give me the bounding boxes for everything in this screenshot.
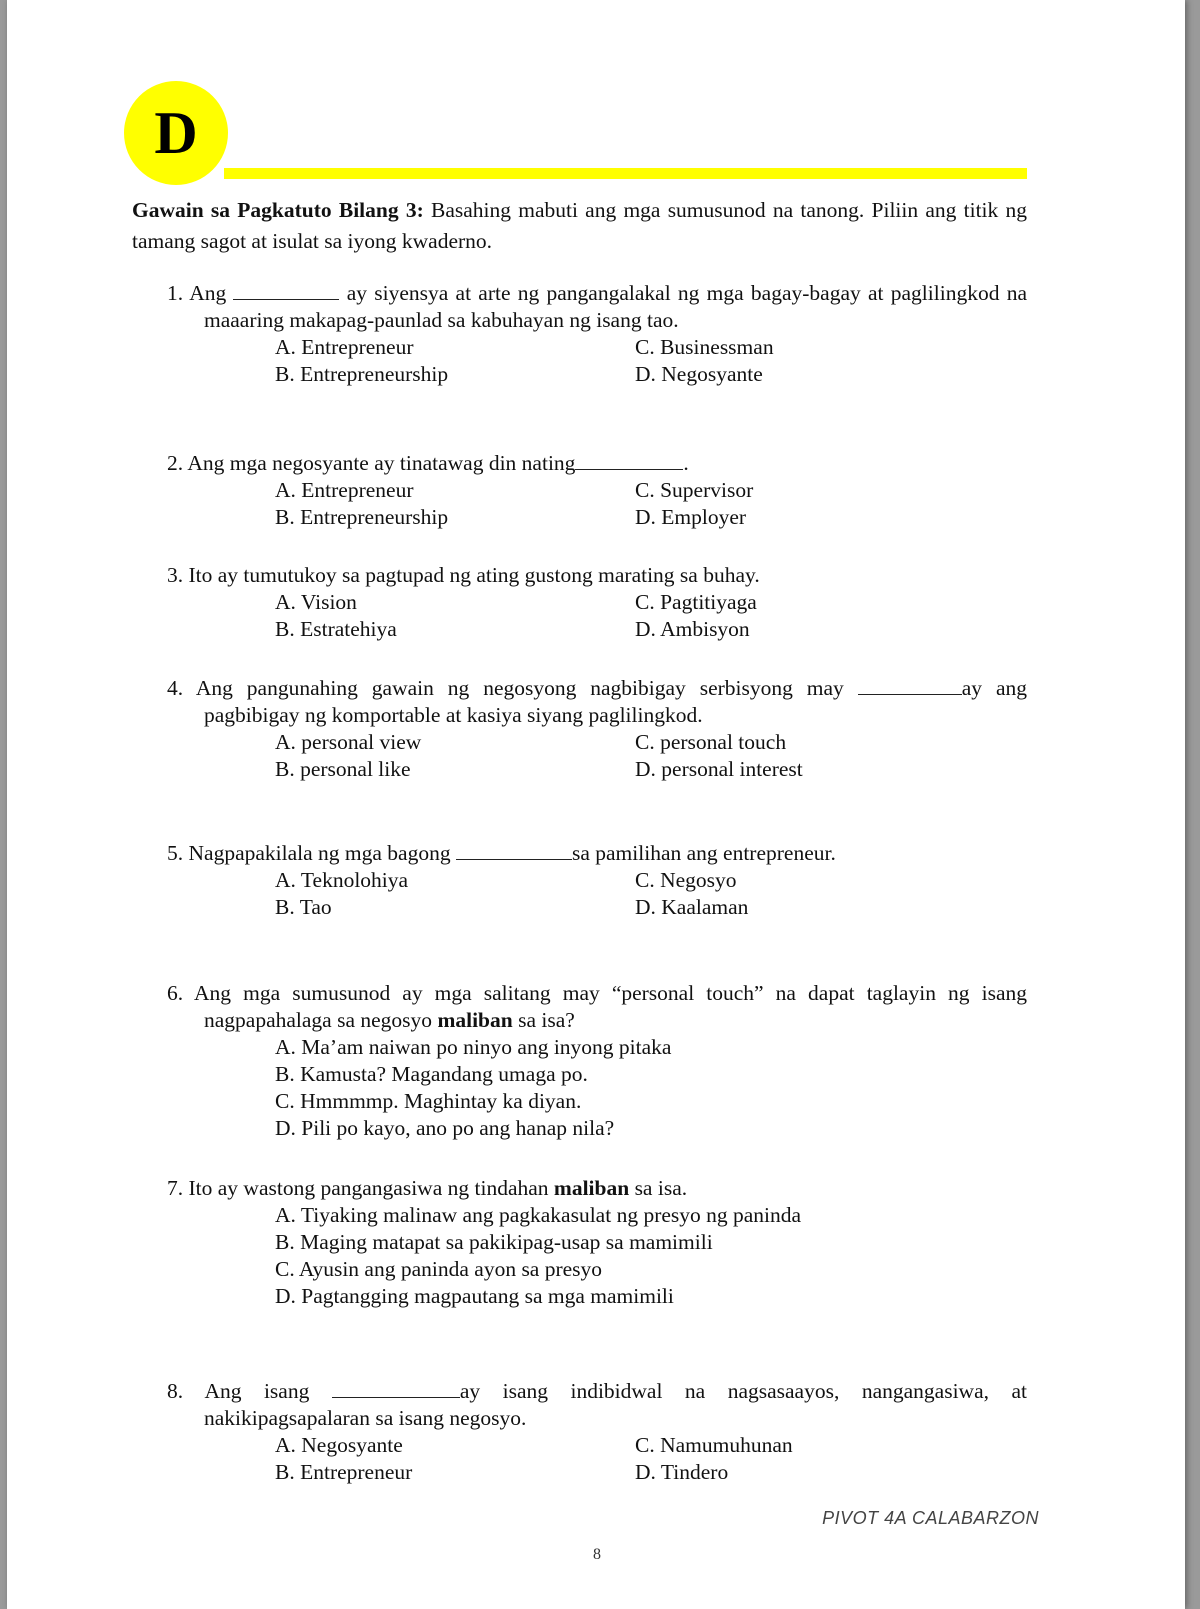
question-stem: 7. Ito ay wastong pangangasiwa ng tindahan maliban sa isa. (167, 1176, 688, 1200)
options (275, 729, 1027, 783)
instructions-text: Basahing mabuti ang mga sumusunod na tanong. Piliin ang titik ng tamang sagot at isulat sa iyong kwaderno. (132, 198, 1027, 253)
option: D. Ambisyon (635, 617, 750, 641)
answer-blank (332, 1381, 460, 1398)
options (275, 1034, 1027, 1142)
answer-blank (233, 283, 339, 300)
option: A. Vision (275, 590, 357, 614)
option: B. Entrepreneurship (275, 362, 449, 386)
answer-blank (456, 843, 572, 860)
option: D. Pili po kayo, ano po ang hanap nila? (275, 1116, 615, 1140)
option: A. Entrepreneur (275, 478, 414, 502)
option: A. Teknolohiya (275, 868, 409, 892)
options (275, 334, 1027, 388)
option: C. personal touch (635, 730, 787, 754)
option: C. Negosyo (635, 868, 737, 892)
option: C. Ayusin ang paninda ayon sa presyo (275, 1257, 603, 1281)
option: B. Maging matapat sa pakikipag-usap sa mamimili (275, 1230, 713, 1254)
options (275, 589, 1027, 643)
section-rule (224, 168, 1027, 179)
question-stem: 6. Ang mga sumusunod ay mga salitang may “personal touch” na dapat taglayin ng isang nagpapahalaga sa negosyo maliban sa isa? (167, 981, 1027, 1032)
option: D. Pagtangging magpautang sa mga mamimili (275, 1284, 674, 1308)
question-stem: 1. Ang ay siyensya at arte ng pangangalakal ng mga bagay-bagay at paglilingkod na maaaring makapag-paunlad sa kabuhayan ng isang tao. (167, 281, 1027, 332)
question-6 (167, 980, 1027, 1142)
options (275, 1432, 1027, 1486)
section-letter: D (154, 99, 198, 166)
option: B. personal like (275, 757, 411, 781)
option: C. Hmmmmp. Maghintay ka diyan. (275, 1089, 582, 1113)
option: A. personal view (275, 730, 422, 754)
page-number: 8 (593, 1546, 601, 1563)
option: B. Entrepreneur (275, 1460, 413, 1484)
question-7 (167, 1175, 1027, 1310)
option: A. Negosyante (275, 1433, 403, 1457)
option: A. Entrepreneur (275, 335, 414, 359)
options (275, 867, 1027, 921)
option: B. Entrepreneurship (275, 505, 449, 529)
option: D. Employer (635, 505, 747, 529)
question-8 (167, 1378, 1027, 1486)
question-1 (167, 280, 1027, 388)
option: A. Ma’am naiwan po ninyo ang inyong pitaka (275, 1035, 672, 1059)
question-stem: 2. Ang mga negosyante ay tinatawag din nating . (167, 451, 689, 475)
question-stem: 4. Ang pangunahing gawain ng negosyong nagbibigay serbisyong may ay ang pagbibigay ng komportable at kasiya siyang paglilingkod. (167, 676, 1027, 727)
question-5 (167, 840, 1027, 921)
option: D. personal interest (635, 757, 803, 781)
question-4 (167, 675, 1027, 783)
question-3 (167, 562, 1027, 643)
document-page (7, 0, 1185, 1609)
question-stem: 3. Ito ay tumutukoy sa pagtupad ng ating gustong marating sa buhay. (167, 563, 760, 587)
option: C. Businessman (635, 335, 774, 359)
activity-label: Gawain sa Pagkatuto Bilang 3: (132, 198, 424, 222)
option: B. Estratehiya (275, 617, 397, 641)
options (275, 1202, 1027, 1310)
option: A. Tiyaking malinaw ang pagkakasulat ng presyo ng paninda (275, 1203, 802, 1227)
instructions (132, 195, 1027, 257)
section-badge (124, 81, 228, 185)
answer-blank (858, 678, 962, 695)
option: D. Tindero (635, 1460, 729, 1484)
option: C. Pagtitiyaga (635, 590, 757, 614)
options (275, 477, 1027, 531)
question-2 (167, 450, 1027, 531)
question-stem: 5. Nagpapakilala ng mga bagong sa pamilihan ang entrepreneur. (167, 841, 836, 865)
option: C. Namumuhunan (635, 1433, 793, 1457)
option: D. Kaalaman (635, 895, 749, 919)
option: B. Kamusta? Magandang umaga po. (275, 1062, 588, 1086)
question-stem: 8. Ang isang ay isang indibidwal na nagsasaayos, nangangasiwa, at nakikipagsapalaran sa isang negosyo. (167, 1379, 1027, 1430)
option: B. Tao (275, 895, 332, 919)
answer-blank (575, 453, 683, 470)
option: C. Supervisor (635, 478, 754, 502)
footer-brand: PIVOT 4A CALABARZON (822, 1508, 1039, 1528)
option: D. Negosyante (635, 362, 763, 386)
